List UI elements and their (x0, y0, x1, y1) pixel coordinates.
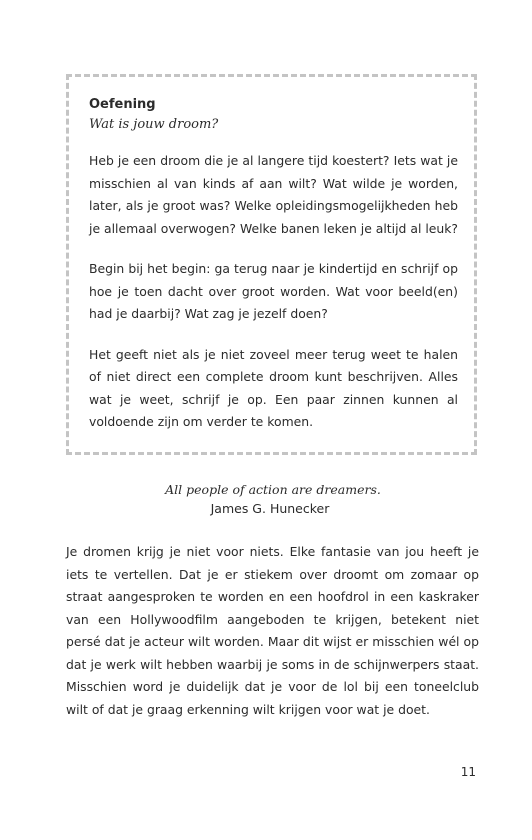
body-paragraph: Je dromen krijg je niet voor niets. Elke fantasie van jou heeft je iets te vertellen. Dat je er stiekem over droomt om zomaar op straat aangesproken te worden en een hoofdrol in een kaskraker van een Hollywoodfilm aangeboden te krijgen, betekent niet persé dat je acteur wilt worden. Maar dit wijst er misschien wél op dat je werk wilt hebben waarbij je soms in de schijnwerpers staat. Misschien word je duidelijk dat je voor de lol bij een toneelclub wilt of dat je graag erkenning wilt krijgen voor wat je doet. (66, 544, 479, 717)
exercise-title: Oefening (89, 97, 156, 112)
exercise-subtitle: Wat is jouw droom? (89, 117, 219, 132)
exercise-paragraph: Begin bij het begin: ga terug naar je kindertijd en schrijf op hoe je toen dacht over groot worden. Wat voor beeld(en) had je daarbij? Wat zag je jezelf doen? (89, 261, 458, 321)
exercise-paragraph: Heb je een droom die je al langere tijd koestert? Iets wat je misschien al van kinds af aan wilt? Wat wilde je worden, later, als je groot was? Welke opleidingsmogelijkheden heb je allemaal overwogen? Welke banen leken je altijd al leuk? (89, 153, 459, 236)
exercise-box (66, 74, 477, 455)
quote-text: All people of action are dreamers. (165, 482, 381, 497)
page-number: 11 (460, 765, 476, 779)
quote-author: James G. Hunecker (210, 501, 330, 516)
exercise-paragraph: Het geeft niet als je niet zoveel meer terug weet te halen of niet direct een complete droom kunt beschrijven. Alles wat je weet, schrijf je op. Een paar zinnen kunnen al voldoende zijn om verder te komen. (89, 346, 458, 429)
